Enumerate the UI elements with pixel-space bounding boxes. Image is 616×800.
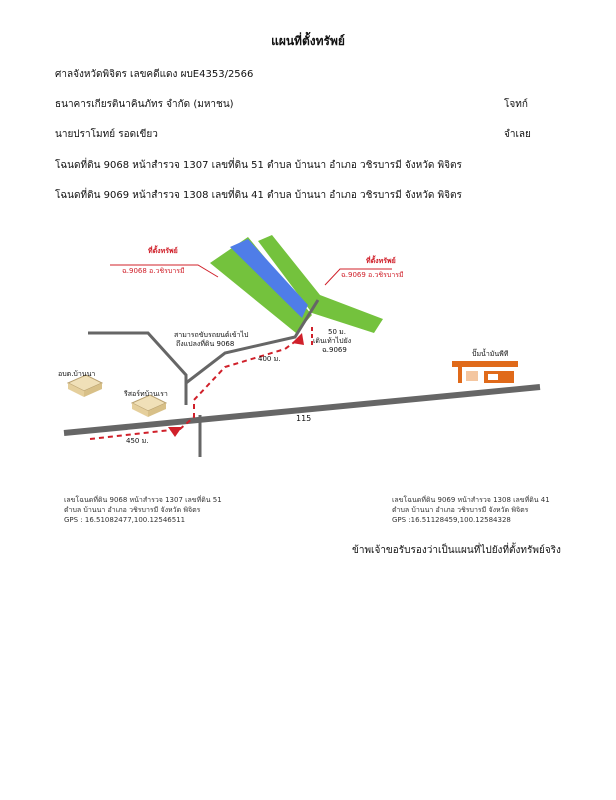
property-right-deed: ฉ.9069 อ.วชิรบารมี [341, 271, 404, 279]
footer-left-deed: เลขโฉนดที่ดิน 9068 หน้าสำรวจ 1307 เลขที่ดิน 51 [64, 496, 222, 504]
route-line [90, 338, 300, 439]
footer-left-location: ตำบล บ้านนา อำเภอ วชิรบารมี จังหวัด พิจิตร [64, 506, 201, 514]
property-left-title: ที่ตั้งทรัพย์ [148, 247, 178, 255]
road-note-1: สามารถขับรถยนต์เข้าไป [174, 331, 249, 339]
plaintiff-role: โจทก์ [504, 99, 528, 110]
gas-station-icon [452, 361, 518, 383]
footer-right-deed: เลขโฉนดที่ดิน 9069 หน้าสำรวจ 1308 เลขที่ดิน 41 [392, 496, 550, 504]
obt-building-icon [68, 375, 102, 397]
resort-building-icon [132, 395, 166, 417]
map-drawing [0, 225, 616, 470]
walk-note-3: ฉ.9069 [322, 346, 347, 354]
property-right-title: ที่ตั้งทรัพย์ [366, 257, 396, 265]
location-map [0, 225, 616, 470]
route-arrow-1 [168, 427, 182, 437]
defendant-name: นายปราโมทย์ รอดเขียว [55, 129, 158, 140]
distance-400: 400 ม. [258, 355, 281, 363]
deed-line-1: โฉนดที่ดิน 9068 หน้าสำรวจ 1307 เลขที่ดิน 51 ตำบล บ้านนา อำเภอ วชิรบารมี จังหวัด พิจิตร [55, 160, 462, 171]
walk-note-1: 50 ม. [328, 328, 346, 336]
distance-450: 450 ม. [126, 437, 149, 445]
certification-statement: ข้าพเจ้าขอรับรองว่าเป็นแผนที่ไปยังที่ตั้งทรัพย์จริง [352, 545, 561, 556]
gas-station-label: ปั๊มน้ำมันพีที [472, 350, 509, 358]
footer-right-gps: GPS :16.51128459,100.12584328 [392, 516, 511, 524]
property-left-deed: ฉ.9068 อ.วชิรบารมี [122, 267, 185, 275]
resort-label: รีสอร์ทบ้านเรา [124, 390, 168, 398]
defendant-role: จำเลย [504, 129, 531, 140]
walk-note-2: เดินเท้าไปยัง [313, 337, 352, 345]
footer-right-location: ตำบล บ้านนา อำเภอ วชิรบารมี จังหวัด พิจิตร [392, 506, 529, 514]
obt-label: อบต.บ้านนา [58, 370, 96, 378]
plaintiff-name: ธนาคารเกียรตินาคินภัทร จำกัด (มหาชน) [55, 99, 234, 110]
deed-line-2: โฉนดที่ดิน 9069 หน้าสำรวจ 1308 เลขที่ดิน 41 ตำบล บ้านนา อำเภอ วชิรบารมี จังหวัด พิจิตร [55, 190, 462, 201]
highway-label: 115 [296, 414, 312, 423]
road-note-2: ถึงแปลงที่ดิน 9068 [176, 340, 235, 348]
footer-left-gps: GPS : 16.51082477,100.12546511 [64, 516, 186, 524]
court-case-line: ศาลจังหวัดพิจิตร เลขคดีแดง ผบE4353/2566 [55, 69, 254, 80]
page-title: แผนที่ตั้งทรัพย์ [271, 34, 345, 48]
